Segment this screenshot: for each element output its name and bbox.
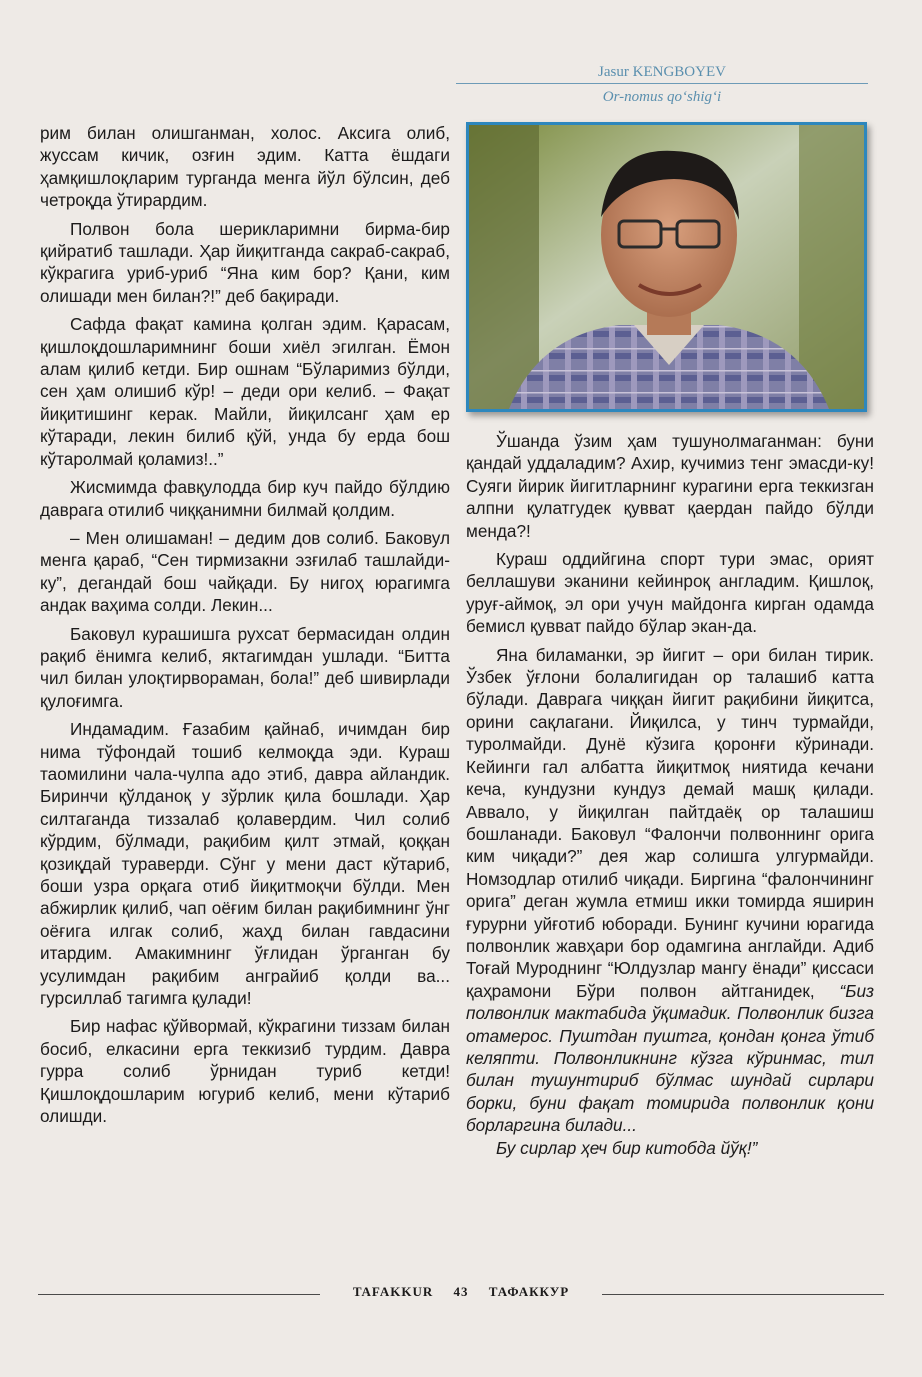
footer-rule-left xyxy=(38,1294,320,1295)
header-rule xyxy=(456,83,868,84)
right-column xyxy=(466,430,874,1165)
header-title: Or-nomus qo‘shig‘i xyxy=(602,89,722,105)
footer-right-label: ТАФАККУР xyxy=(488,1284,570,1299)
paragraph: Кураш оддийгина спорт тури эмас, орият беллашуви эканини кейинроқ англадим. Қишлоқ, уруғ-аймоқ, эл ори учун майдонга кирган одамда бемисл қувват пайдо бўлар экан-да. xyxy=(466,549,874,637)
paragraph: рим билан олишганман, холос. Аксига олиб, жуссам кичик, озғин эдим. Катта ёшдаги ҳамқишлоқларим турганда менга йўл бўлсин, деб четроқда ўтирардим. xyxy=(40,123,450,211)
quote-text: “Биз полвонлик мактабида ўқимадик. Полвонлик бизга отамерос. Пуштдан пуштга, қондан қонга ўтиб келяпти. Полвонликнинг кўзга кўринмас, тил билан тушунтириб бўлмас шундай сирлари борки, буни фақат томирида полвонлик қони борларгина билади... xyxy=(466,980,874,1136)
portrait-illustration xyxy=(469,125,864,409)
paragraph: Индамадим. Ғазабим қайнаб, ичимдан бир нима тўфондай тошиб келмоқда эди. Кураш таомилини чала-чулпа адо этиб, давра айландик. Биринчи қўлданоқ у зўрлик қила бошлади. Ҳар силтаганда тиззалаб қолавердим. Чил солиб кўрдим, бўлмади, рақибим қилт этмай, қоққан қозиқдай тураверди. Сўнг у мени даст кўтариб, боши узра орқага отиб йиқитмоқчи бўлди. Мен абжирлик қилиб, чап оёғим билан рақибимнинг ўнг оёғига илгак солиб, жаҳд билан гавдасини итардим. Амакимнинг ўғлидан ўрганган бу усулимдан рақибим анграйиб қолди ва... гурсиллаб тагимга қулади! xyxy=(40,719,450,1009)
paragraph: Ўшанда ўзим ҳам тушунолмаганман: буни қандай уддаладим? Ахир, кучимиз тенг эмасди-ку! Суяги йирик йигитларнинг курагини ерга теккизган алпни қулатгудек қувват қаердан пайдо бўлди менда?! xyxy=(466,431,874,541)
header-author: Jasur KENGBOYEV xyxy=(598,64,726,80)
running-header xyxy=(456,62,868,107)
left-column xyxy=(40,122,450,1133)
paragraph-text: Яна биламанки, эр йигит – ори билан тирик. Ўзбек ўғлони болалигидан ор талашиб катта бўлади. Даврага чиққан йигит рақибини йиқитса, орини сақлагани. Йиқилса, у тинч турмайди, туролмайди. Дунё кўзига қоронғи кўринади. Кейинги гал албатта йиқитмоқ ниятида кечани кеча, кундузни кундуз демай машқ қилади. Аввало, у йиқилган пайтдаёқ ор талашиш бошланади. Баковул “Фалончи полвоннинг орига ким чиқади?” дея жар солишга улгурмайди. Номзодлар отилиб чиқади. Биргина “фалончининг орига” деган жумла етмиш икки томирда яширин ғурурни уйғотиб юборади. Бунинг кучини юрагида полвонлик жавҳари бор одамгина англайди. Адиб Тоғай Муроднинг “Юлдузлар мангу ёнади” қиссаси қаҳрамони Бўри полвон айтганидек, xyxy=(466,644,874,1001)
paragraph: Бир нафас қўйвормай, кўкрагини тиззам билан босиб, елкасини ерга теккизиб турдим. Давра гурра солиб ўрнидан туриб кетди! Қишлоқдошларим югуриб келиб, мени кўтариб олишди. xyxy=(40,1016,450,1127)
footer-left-label: TAFAKKUR xyxy=(352,1284,434,1299)
paragraph: Сафда фақат камина қолган эдим. Қарасам, қишлоқдошларимнинг боши хиёл эгилган. Ёмон алам қилиб кетди. Бир ошнам “Бўларимиз бўлди, сен ҳам олишиб кўр! – деди ори келиб. – Фақат йиқитишинг керак. Майли, йиқилсанг ҳам ер кўтаради, лекин билиб қўй, унда бу ерда бош кўтаролмай қоламиз!..” xyxy=(40,314,450,469)
footer xyxy=(300,1284,622,1300)
paragraph: Полвон бола шерикларимни бирма-бир қийратиб ташлади. Ҳар йиқитганда сакраб-сакраб, кўкрагига уриб-уриб “Яна ким бор? Қани, ким олишади мен билан?!” деб бақиради. xyxy=(40,218,450,306)
paragraph: Жисмимда фавқулодда бир куч пайдо бўлдию даврага отилиб чиққанимни билмай қолдим. xyxy=(40,477,450,520)
quote-last-line: Бу сирлар ҳеч бир китобда йўқ!” xyxy=(496,1137,758,1158)
paragraph: Баковул курашишга рухсат бермасидан олдин рақиб ёнимга келиб, яктагимдан ушлади. “Битта чил билан улоқтирвораман, бола!” деб шивирлади қулоғимга. xyxy=(40,623,450,711)
author-photo xyxy=(466,122,867,412)
paragraph xyxy=(466,644,874,1137)
page-number: 43 xyxy=(453,1284,469,1299)
paragraph: – Мен олишаман! – дедим дов солиб. Баковул менга қараб, “Сен тирмизакни эзғилаб ташлайди-ку”, дегандай бош чайқади. Бу нигоҳ юрагимга андак ваҳима солди. Лекин... xyxy=(40,527,450,616)
footer-rule-right xyxy=(602,1294,884,1295)
